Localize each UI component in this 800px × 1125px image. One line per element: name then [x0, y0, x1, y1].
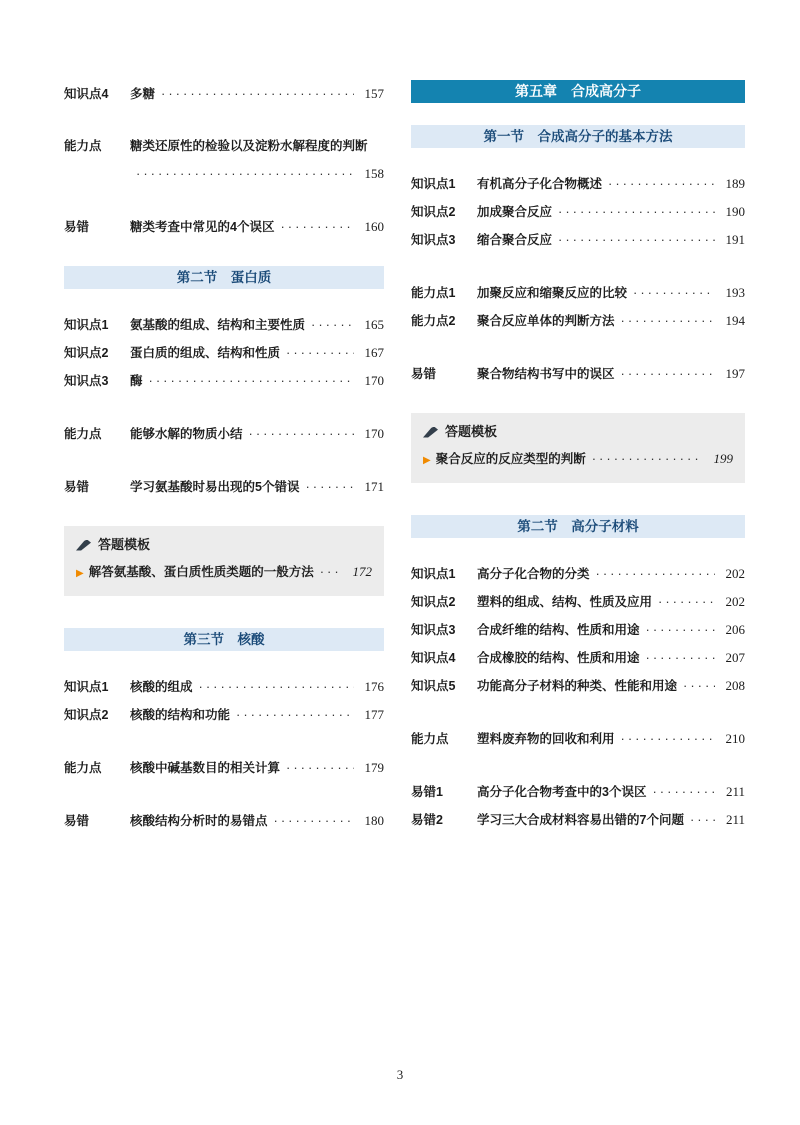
- column-left: [64, 80, 384, 860]
- entry-title: 能够水解的物质小结: [130, 427, 243, 441]
- toc-group: [64, 133, 384, 188]
- entry-page: 202: [725, 594, 745, 609]
- entry-label: 易错: [64, 220, 90, 234]
- entry-title: 聚合反应单体的判断方法: [477, 314, 615, 328]
- entry-page: 211: [725, 784, 745, 799]
- toc-entry: [64, 807, 384, 835]
- chapter-header: 第五章 合成高分子: [411, 80, 745, 103]
- column-right: [411, 80, 745, 859]
- entry-title: 聚合物结构书写中的误区: [477, 367, 615, 381]
- toc-group: [411, 560, 745, 700]
- entry-title: 功能高分子材料的种类、性能和用途: [477, 679, 678, 693]
- dot-leader: [149, 367, 354, 395]
- dot-leader: [596, 560, 715, 588]
- toc-entry: [64, 367, 384, 395]
- arrow-icon: [423, 447, 431, 473]
- entry-page: 157: [364, 86, 384, 101]
- dot-leader: [658, 588, 715, 616]
- dot-leader: [199, 673, 354, 701]
- dot-leader: [236, 701, 354, 729]
- entry-title: 合成橡胶的结构、性质和用途: [477, 651, 640, 665]
- entry-title: 学习三大合成材料容易出错的7个问题: [477, 813, 684, 827]
- entry-page: 179: [364, 760, 384, 775]
- entry-label: 易错2: [411, 813, 443, 827]
- toc-entry: [411, 725, 745, 753]
- toc-group: [411, 279, 745, 335]
- entry-label: 知识点3: [64, 374, 109, 388]
- toc-group: [411, 360, 745, 388]
- toc-entry: [64, 133, 384, 188]
- entry-line-2: [64, 160, 384, 188]
- toc-entry: [411, 806, 745, 834]
- entry-page: 170: [364, 373, 384, 388]
- entry-title: 多糖: [130, 87, 156, 101]
- entry-page: 191: [725, 232, 745, 247]
- entry-page: 206: [725, 622, 745, 637]
- entry-page: 210: [725, 731, 745, 746]
- entry-page: 170: [364, 426, 384, 441]
- section-header: 第二节 高分子材料: [411, 515, 745, 538]
- entry-label: 能力点: [64, 427, 102, 441]
- pen-icon: [423, 427, 438, 438]
- entry-label: 知识点1: [64, 318, 109, 332]
- dot-leader: [683, 672, 715, 700]
- entry-page: 165: [364, 317, 384, 332]
- entry-title: 核酸中碱基数目的相关计算: [130, 761, 281, 775]
- entry-title: 加聚反应和缩聚反应的比较: [477, 286, 628, 300]
- toc-entry: [411, 360, 745, 388]
- dot-leader: [311, 311, 354, 339]
- toc-entry: [411, 588, 745, 616]
- entry-page: 194: [725, 313, 745, 328]
- entry-label: 知识点4: [411, 651, 456, 665]
- entry-label: 能力点2: [411, 314, 456, 328]
- entry-title: 糖类还原性的检验以及淀粉水解程度的判断: [130, 139, 368, 153]
- toc-entry: [411, 560, 745, 588]
- dot-leader: [592, 446, 703, 472]
- toc-entry: [411, 307, 745, 335]
- toc-entry: [64, 213, 384, 241]
- toc-entry: [411, 644, 745, 672]
- toc-entry: [64, 311, 384, 339]
- entry-title: 加成聚合反应: [477, 205, 553, 219]
- entry-label: 能力点: [411, 732, 449, 746]
- toc-entry: [411, 778, 745, 806]
- entry-title: 高分子化合物考查中的3个误区: [477, 785, 647, 799]
- dot-leader: [621, 725, 715, 753]
- entry-title: 有机高分子化合物概述: [477, 177, 603, 191]
- entry-title: 塑料的组成、结构、性质及应用: [477, 595, 653, 609]
- section-header: 第三节 核酸: [64, 628, 384, 651]
- entry-page: 189: [725, 176, 745, 191]
- dot-leader: [558, 198, 715, 226]
- entry-label: 易错: [411, 367, 437, 381]
- entry-label: 知识点1: [411, 567, 456, 581]
- entry-title: 高分子化合物的分类: [477, 567, 590, 581]
- entry-page: 199: [713, 451, 733, 466]
- entry-page: 160: [364, 219, 384, 234]
- dot-leader: [249, 420, 354, 448]
- toc-group: [64, 80, 384, 108]
- section-header: 第一节 合成高分子的基本方法: [411, 125, 745, 148]
- template-header: [423, 422, 733, 442]
- toc-group: [64, 754, 384, 782]
- toc-entry: [411, 198, 745, 226]
- toc-group: [64, 213, 384, 241]
- toc-group: [411, 778, 745, 834]
- entry-label: 知识点2: [411, 205, 456, 219]
- dot-leader: [558, 226, 715, 254]
- toc-entry: [64, 673, 384, 701]
- entry-label: 能力点1: [411, 286, 456, 300]
- page-number: 3: [396, 1067, 404, 1082]
- entry-label: 易错: [64, 814, 90, 828]
- toc-group: [64, 420, 384, 448]
- toc-group: [64, 311, 384, 395]
- arrow-icon: [76, 560, 84, 586]
- entry-page: 193: [725, 285, 745, 300]
- entry-page: 180: [364, 813, 384, 828]
- entry-page: 197: [725, 366, 745, 381]
- entry-label: 知识点4: [64, 87, 109, 101]
- dot-leader: [646, 616, 715, 644]
- dot-leader: [621, 307, 715, 335]
- dot-leader: [646, 644, 715, 672]
- entry-title: 缩合聚合反应: [477, 233, 553, 247]
- dot-leader: [280, 213, 354, 241]
- entry-title: 学习氨基酸时易出现的5个错误: [130, 480, 300, 494]
- entry-label: 易错1: [411, 785, 443, 799]
- dot-leader: [305, 473, 354, 501]
- entry-title: 核酸结构分析时的易错点: [130, 814, 268, 828]
- template-entry: [76, 559, 372, 586]
- entry-title: 酶: [130, 374, 143, 388]
- entry-page: 158: [364, 166, 384, 181]
- entry-page: 207: [725, 650, 745, 665]
- entry-label: 能力点: [64, 761, 102, 775]
- entry-title: 糖类考查中常见的4个误区: [130, 220, 275, 234]
- entry-title: 合成纤维的结构、性质和用途: [477, 623, 640, 637]
- entry-label: 知识点3: [411, 623, 456, 637]
- toc-entry: [64, 80, 384, 108]
- toc-group: [64, 807, 384, 835]
- entry-label: 知识点5: [411, 679, 456, 693]
- answer-template-box: [411, 413, 745, 483]
- toc-group: [411, 170, 745, 254]
- template-entry: [423, 446, 733, 473]
- toc-entry: [64, 339, 384, 367]
- toc-entry: [411, 672, 745, 700]
- entry-page: 176: [364, 679, 384, 694]
- toc-entry: [64, 473, 384, 501]
- entry-label: 易错: [64, 480, 90, 494]
- entry-label: 知识点1: [411, 177, 456, 191]
- entry-page: 167: [364, 345, 384, 360]
- toc-group: [64, 473, 384, 501]
- pen-icon: [76, 540, 91, 551]
- toc-entry: [64, 754, 384, 782]
- dot-leader: [633, 279, 715, 307]
- toc-entry: [64, 420, 384, 448]
- template-header-label: 答题模板: [98, 537, 151, 552]
- dot-leader: [652, 778, 715, 806]
- toc-entry: [64, 701, 384, 729]
- entry-title: 核酸的结构和功能: [130, 708, 231, 722]
- entry-label: 能力点: [64, 139, 102, 153]
- entry-page: 202: [725, 566, 745, 581]
- dot-leader: [136, 160, 354, 188]
- entry-page: 172: [352, 564, 372, 579]
- template-header: [76, 535, 372, 555]
- dot-leader: [621, 360, 715, 388]
- dot-leader: [320, 559, 342, 585]
- section-header: 第二节 蛋白质: [64, 266, 384, 289]
- toc-entry: [411, 616, 745, 644]
- entry-label: 知识点2: [64, 708, 109, 722]
- entry-title: 蛋白质的组成、结构和性质: [130, 346, 281, 360]
- entry-title: 塑料废弃物的回收和利用: [477, 732, 615, 746]
- entry-page: 171: [364, 479, 384, 494]
- toc-group: [64, 673, 384, 729]
- entry-line-1: [64, 133, 384, 160]
- dot-leader: [286, 339, 354, 367]
- entry-title: 氨基酸的组成、结构和主要性质: [130, 318, 306, 332]
- toc-entry: [411, 170, 745, 198]
- dot-leader: [286, 754, 354, 782]
- toc-entry: [411, 279, 745, 307]
- dot-leader: [690, 806, 715, 834]
- dot-leader: [608, 170, 715, 198]
- entry-label: 知识点1: [64, 680, 109, 694]
- entry-label: 知识点2: [411, 595, 456, 609]
- toc-group: [411, 725, 745, 753]
- entry-label: 知识点2: [64, 346, 109, 360]
- dot-leader: [161, 80, 354, 108]
- entry-page: 211: [725, 812, 745, 827]
- template-header-label: 答题模板: [445, 424, 498, 439]
- entry-title: 解答氨基酸、蛋白质性质类题的一般方法: [88, 565, 314, 579]
- entry-page: 190: [725, 204, 745, 219]
- entry-page: 177: [364, 707, 384, 722]
- answer-template-box: [64, 526, 384, 596]
- entry-page: 208: [725, 678, 745, 693]
- entry-label: 知识点3: [411, 233, 456, 247]
- toc-entry: [411, 226, 745, 254]
- entry-title: 聚合反应的反应类型的判断: [435, 452, 586, 466]
- dot-leader: [274, 807, 354, 835]
- entry-title: 核酸的组成: [130, 680, 193, 694]
